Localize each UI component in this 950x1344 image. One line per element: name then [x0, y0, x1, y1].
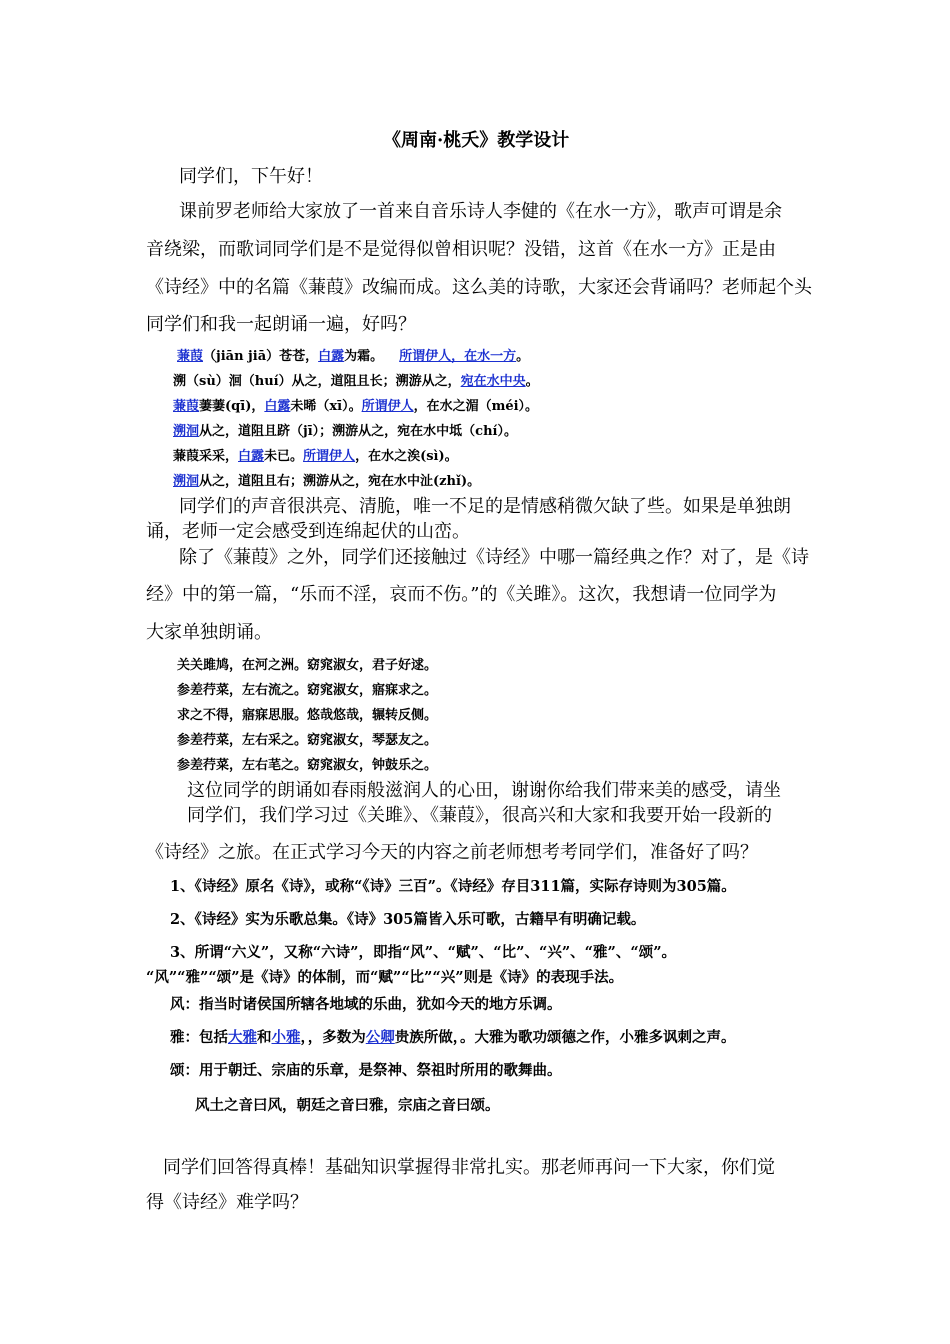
poem-line: 蒹葭（jiān jiā）苍苍，白露为霜。 所谓伊人，在水一方。: [177, 349, 530, 364]
link-xiaoya[interactable]: 小雅: [271, 1029, 301, 1046]
paragraph-line: 音绕梁，而歌词同学们是不是觉得似曾相识呢？没错，这首《在水一方》正是由: [146, 239, 776, 260]
poem-line: 关关雎鸠，在河之洲。窈窕淑女，君子好逑。: [177, 658, 438, 673]
knowledge-point: 1、《诗经》原名《诗》，或称“《诗》三百”。《诗经》存目311篇，实际存诗则为305篇。: [170, 878, 736, 895]
paragraph-line: 《诗经》之旅。在正式学习今天的内容之前老师想考考同学们，准备好了吗？: [146, 842, 758, 863]
paragraph-line: 这位同学的朗诵如春雨般滋润人的心田，谢谢你给我们带来美的感受，请坐: [187, 780, 781, 801]
link-bailu[interactable]: 白露: [318, 349, 345, 364]
paragraph-line: 得《诗经》难学吗？: [146, 1192, 308, 1213]
poem-line: 溯（sù）洄（huí）从之，道阻且长；溯游从之，宛在水中央。: [173, 374, 539, 389]
paragraph-line: 经》中的第一篇，“乐而不淫，哀而不伤。”的《关雎》。这次，我想请一位同学为: [146, 584, 777, 605]
link-bailu[interactable]: 白露: [238, 449, 265, 464]
knowledge-point: “风”“雅”“颂”是《诗》的体制，而“赋”“比”“兴”则是《诗》的表现手法。: [146, 969, 624, 986]
paragraph-line: 同学们和我一起朗诵一遍，好吗？: [146, 314, 416, 335]
paragraph-line: 除了《蒹葭》之外，同学们还接触过《诗经》中哪一篇经典之作？对了，是《诗: [179, 547, 809, 568]
paragraph-line: 同学们回答得真棒！基础知识掌握得非常扎实。那老师再问一下大家，你们觉: [163, 1157, 775, 1178]
definition-song: 颂：用于朝迁、宗庙的乐章，是祭神、祭祖时所用的歌舞曲。: [170, 1062, 562, 1079]
link-bailu[interactable]: 白露: [264, 399, 291, 414]
paragraph-line: 大家单独朗诵。: [146, 622, 272, 643]
definition-ya: 雅：包括大雅和小雅，，多数为公卿贵族所做，。大雅为歌功颂德之作，小雅多讽刺之声。: [170, 1029, 736, 1046]
paragraph-line: 诵，老师一定会感受到连绵起伏的山峦。: [146, 521, 470, 542]
knowledge-point: 3、所谓“六义”，又称“六诗”，即指“风”、“赋”、“比”、“兴”、“雅”、“颂”。: [170, 944, 677, 961]
knowledge-point: 2、《诗经》实为乐歌总集。《诗》305篇皆入乐可歌，古籍早有明确记载。: [170, 911, 646, 928]
poem-line: 参差荇菜，左右流之。窈窕淑女，寤寐求之。: [177, 683, 438, 698]
poem-line: 溯洄从之，道阻且右；溯游从之，宛在水中沚(zhǐ)。: [173, 474, 481, 489]
link-jianjia[interactable]: 蒹葭: [177, 349, 204, 364]
paragraph-line: 《诗经》中的名篇《蒹葭》改编而成。这么美的诗歌，大家还会背诵吗？老师起个头: [146, 277, 812, 298]
link-suowei[interactable]: 所谓伊人: [303, 449, 356, 464]
poem-line: 参差荇菜，左右采之。窈窕淑女，琴瑟友之。: [177, 733, 438, 748]
greeting: 同学们，下午好！: [179, 166, 323, 187]
poem-line: 蒹葭萋萋(qī)，白露未晞（xī）。所谓伊人，在水之湄（méi）。: [173, 399, 539, 414]
poem-line: 求之不得，寤寐思服。悠哉悠哉，辗转反侧。: [177, 708, 438, 723]
definition-feng: 风：指当时诸侯国所辖各地域的乐曲，犹如今天的地方乐调。: [170, 996, 562, 1013]
link-suowei[interactable]: 所谓伊人: [361, 399, 414, 414]
link-wanzai[interactable]: 宛在水中央: [460, 374, 526, 389]
page-title: 《周南·桃夭》教学设计: [383, 130, 570, 151]
link-suowei[interactable]: 所谓伊人，在水一方: [399, 349, 517, 364]
paragraph-line: 同学们的声音很洪亮、清脆，唯一不足的是情感稍微欠缺了些。如果是单独朗: [179, 496, 791, 517]
link-jianjia[interactable]: 蒹葭: [173, 399, 200, 414]
link-suhui[interactable]: 溯洄: [173, 424, 200, 439]
poem-line: 溯洄从之，道阻且跻（jī）；溯游从之，宛在水中坻（chí）。: [173, 424, 517, 439]
summary-line: 风土之音曰风，朝廷之音曰雅，宗庙之音曰颂。: [195, 1097, 500, 1114]
poem-line: 参差荇菜，左右芼之。窈窕淑女，钟鼓乐之。: [177, 758, 438, 773]
paragraph-line: 同学们，我们学习过《关雎》、《蒹葭》，很高兴和大家和我要开始一段新的: [187, 805, 772, 826]
link-gongqing[interactable]: 公卿: [365, 1029, 395, 1046]
link-daya[interactable]: 大雅: [228, 1029, 257, 1046]
link-suhui[interactable]: 溯洄: [173, 474, 200, 489]
poem-line: 蒹葭采采，白露未已。所谓伊人，在水之涘(sì)。: [173, 449, 458, 464]
paragraph-line: 课前罗老师给大家放了一首来自音乐诗人李健的《在水一方》，歌声可谓是余: [179, 201, 782, 222]
